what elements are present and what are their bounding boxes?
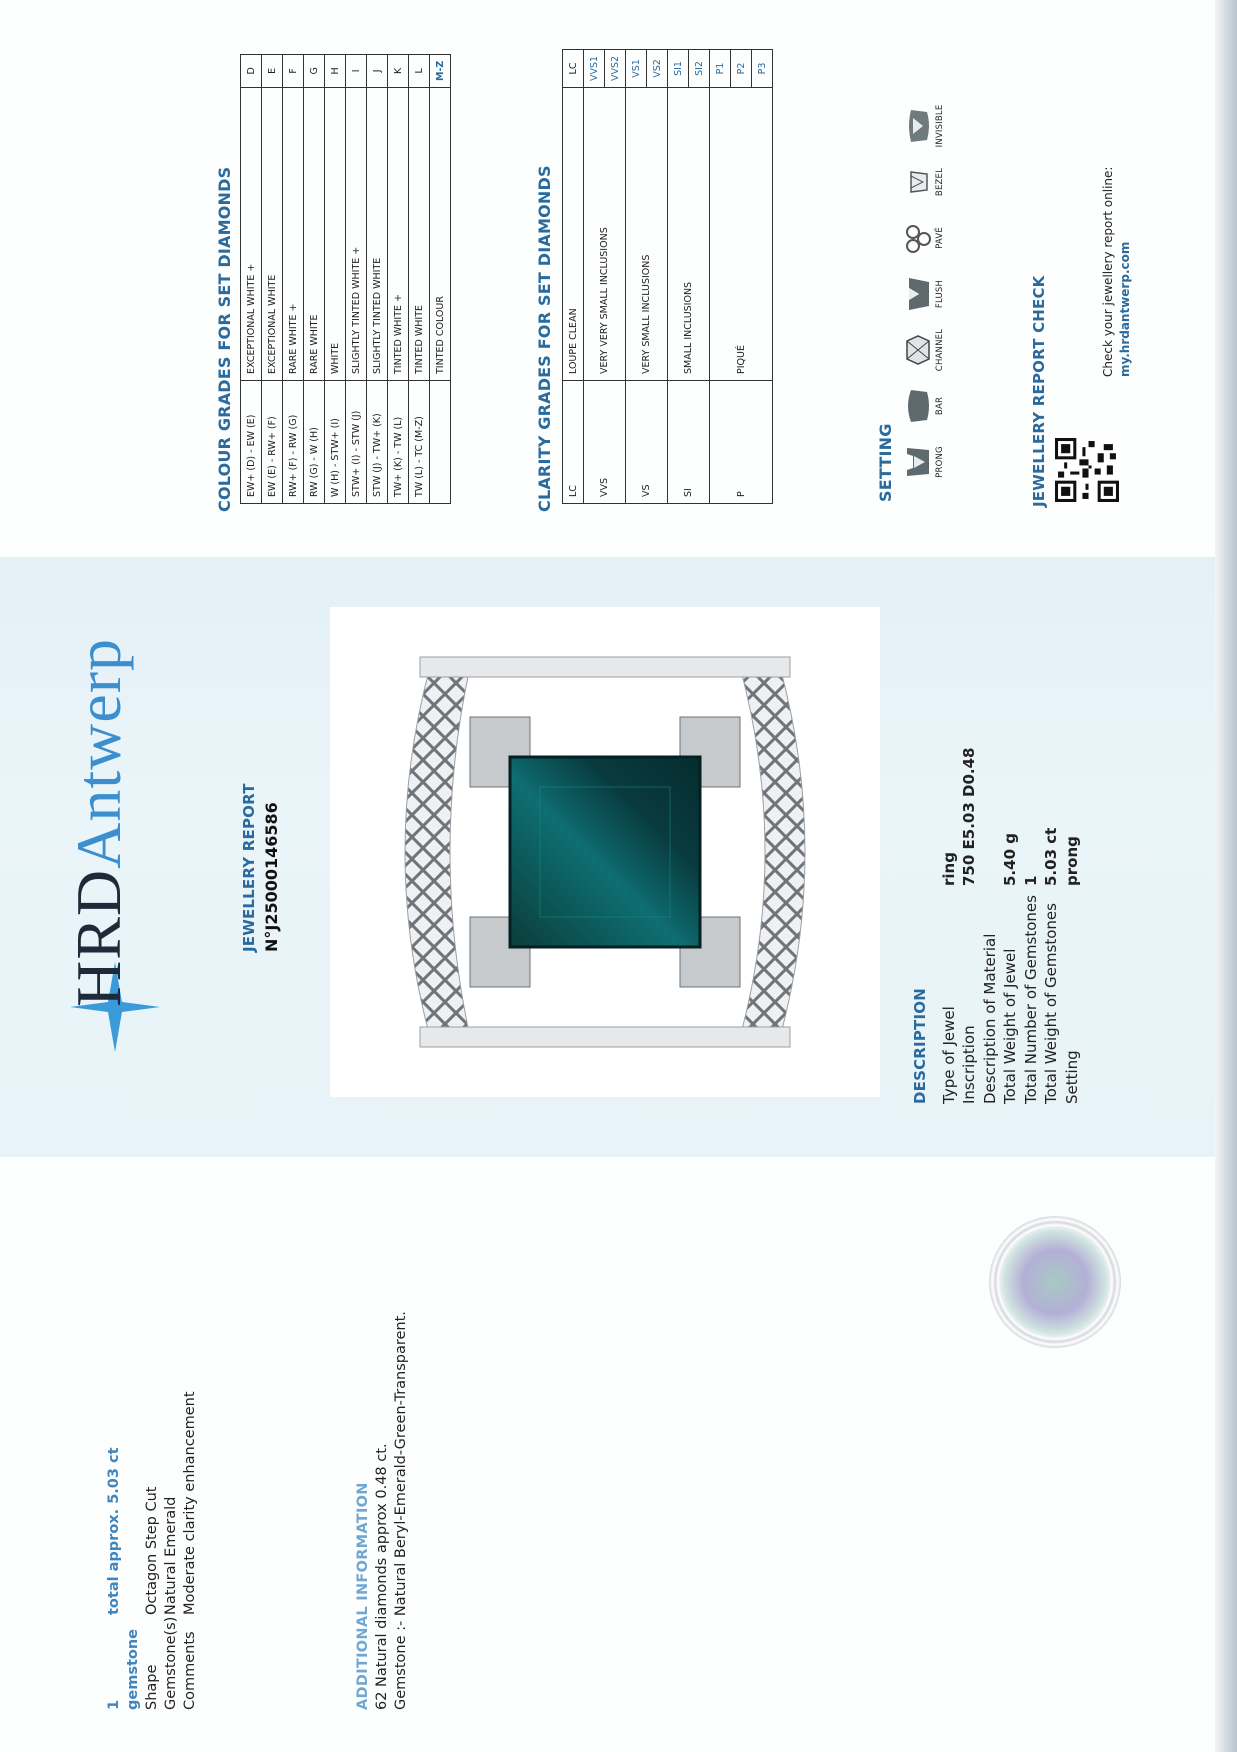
colour-grade: J <box>367 54 388 87</box>
setting-label: BAR <box>935 396 945 416</box>
clarity-grade: VVS1 <box>584 49 605 87</box>
gemstone-value: Octagon Step Cut <box>144 1486 160 1615</box>
colour-range: TW+ (K) - TW (L) <box>388 381 409 504</box>
colour-range: STW+ (I) - STW (J) <box>346 381 367 504</box>
colour-grade: K <box>388 54 409 87</box>
description-label: Total Number of Gemstones <box>1021 895 1040 1104</box>
setting-label: PRONG <box>935 446 945 478</box>
description-value: 5.03 ct <box>1042 827 1060 886</box>
logo-antwerp-text: Antwerp <box>63 637 134 869</box>
colour-grade: F <box>283 54 304 87</box>
gemstone-label: Shape <box>144 1664 160 1710</box>
colour-range: STW (J) - TW+ (K) <box>367 381 388 504</box>
colour-grades-table <box>240 54 451 504</box>
channel-setting-icon <box>905 332 931 368</box>
colour-range: RW (G) - W (H) <box>304 381 325 504</box>
additional-line: Gemstone :- Natural Beryl-Emerald-Green-Transparent. <box>393 1311 409 1710</box>
colour-range: EW (E) - RW+ (F) <box>262 381 283 504</box>
colour-row <box>325 54 346 503</box>
colour-grade: G <box>304 54 325 87</box>
description-label: Setting <box>1062 1050 1081 1104</box>
flush-setting-icon <box>905 276 931 312</box>
pave-setting-icon <box>905 220 931 256</box>
colour-range: W (H) - STW+ (I) <box>325 381 346 504</box>
description-value: 1 <box>1021 875 1040 886</box>
colour-range <box>430 381 451 504</box>
gemstone-label: Gemstone(s) <box>163 1616 179 1710</box>
description-label: Inscription <box>960 1025 978 1104</box>
clarity-desc: VERY SMALL INCLUSIONS <box>626 88 668 381</box>
additional-information-title: ADDITIONAL INFORMATION <box>355 1482 371 1710</box>
gemstone-value: Moderate clarity enhancement <box>182 1391 198 1615</box>
invisible-setting-icon <box>905 108 931 144</box>
description-value: 5.40 g <box>1001 833 1019 886</box>
setting-label: BEZEL <box>935 167 945 197</box>
setting-flush <box>905 266 945 322</box>
report-check-link[interactable]: my.hrdantwerp.com <box>1118 241 1132 377</box>
clarity-code: VVS <box>584 381 626 504</box>
emerald-ring-image <box>390 647 820 1057</box>
setting-bezel <box>905 154 945 210</box>
gemstone-label: Comments <box>182 1631 198 1710</box>
colour-row <box>346 54 367 503</box>
description-row <box>1062 748 1083 1104</box>
setting-pave <box>905 210 945 266</box>
clarity-grade: VS2 <box>647 49 668 87</box>
colour-row <box>388 54 409 503</box>
clarity-grades-title: CLARITY GRADES FOR SET DIAMONDS <box>535 165 554 512</box>
setting-label: FLUSH <box>935 279 945 309</box>
description-row <box>1000 748 1021 1104</box>
colour-row <box>241 54 262 503</box>
description-label: Type of Jewel <box>939 1006 958 1104</box>
colour-desc: SLIGHTLY TINTED WHITE + <box>346 88 367 381</box>
setting-bar <box>905 378 945 434</box>
bezel-setting-icon <box>905 164 931 200</box>
qr-code-icon[interactable] <box>1055 438 1119 502</box>
report-check-text: Check your jewellery report online: <box>1101 166 1115 377</box>
colour-grade: I <box>346 54 367 87</box>
report-title: JEWELLERY REPORT <box>240 783 258 952</box>
setting-channel <box>905 322 945 378</box>
report-check-title: JEWELLERY REPORT CHECK <box>1030 275 1048 507</box>
description-title: DESCRIPTION <box>911 988 929 1104</box>
description-label: Total Weight of Jewel <box>1001 948 1019 1104</box>
clarity-desc: LOUPE CLEAN <box>563 88 584 381</box>
report-number: N°J25000146586 <box>262 802 281 952</box>
description-row <box>1041 748 1062 1104</box>
colour-range: TW (L) - TC (M-Z) <box>409 381 430 504</box>
colour-range: RW+ (F) - RW (G) <box>283 381 304 504</box>
colour-row <box>409 54 430 503</box>
clarity-code: VS <box>626 381 668 504</box>
colour-desc: RARE WHITE + <box>283 88 304 381</box>
setting-invisible <box>905 98 945 154</box>
colour-grade: D <box>241 54 262 87</box>
report-check-info <box>1100 167 1134 377</box>
clarity-desc: PIQUÉ <box>710 88 773 381</box>
colour-desc: SLIGHTLY TINTED WHITE <box>367 88 388 381</box>
gemstone-info <box>105 1391 200 1710</box>
bar-setting-icon <box>905 388 931 424</box>
setting-label: INVISIBLE <box>935 104 945 148</box>
colour-row <box>430 54 451 503</box>
clarity-code: P <box>710 381 773 504</box>
clarity-grade: LC <box>563 49 584 87</box>
description-label: Total Weight of Gemstones <box>1042 903 1060 1104</box>
additional-information <box>354 1311 411 1710</box>
description-row <box>959 748 980 1104</box>
description-value: 750 E5.03 D0.48 <box>960 747 978 886</box>
colour-desc: TINTED WHITE + <box>388 88 409 381</box>
colour-desc: TINTED WHITE <box>409 88 430 381</box>
description-value: prong <box>1062 836 1081 886</box>
colour-desc: TINTED COLOUR <box>430 88 451 381</box>
colour-grade: L <box>409 54 430 87</box>
colour-desc: WHITE <box>325 88 346 381</box>
gemstone-row-type <box>162 1391 181 1710</box>
setting-title: SETTING <box>876 423 895 502</box>
colour-grades-title: COLOUR GRADES FOR SET DIAMONDS <box>215 166 234 512</box>
logo-hrd-text: HRD <box>63 868 134 1007</box>
jewel-photo <box>330 607 880 1097</box>
page-edge-shadow <box>1215 0 1237 1752</box>
gemstone-row-shape <box>143 1391 162 1710</box>
clarity-code: SI <box>668 381 710 504</box>
hrd-antwerp-logo <box>62 638 136 1007</box>
colour-row <box>367 54 388 503</box>
gemstone-row-comments <box>181 1391 200 1710</box>
colour-grade: H <box>325 54 346 87</box>
clarity-grade: SI2 <box>689 49 710 87</box>
setting-prong <box>905 434 945 490</box>
description-row <box>939 748 960 1104</box>
colour-desc: RARE WHITE <box>304 88 325 381</box>
gemstone-total-weight: total approx. 5.03 ct <box>106 1447 122 1615</box>
description-value: ring <box>939 852 958 886</box>
clarity-grade: VVS2 <box>605 49 626 87</box>
prong-setting-icon <box>905 444 931 480</box>
clarity-desc: SMALL INCLUSIONS <box>668 88 710 381</box>
gemstone-count: 1 gemstone <box>106 1628 141 1710</box>
clarity-grade: SI1 <box>668 49 689 87</box>
clarity-grade: P2 <box>731 49 752 87</box>
clarity-grade: VS1 <box>626 49 647 87</box>
setting-label: PAVÉ <box>935 227 945 249</box>
clarity-grade: P1 <box>710 49 731 87</box>
colour-row <box>262 54 283 503</box>
clarity-code: LC <box>563 381 584 504</box>
hologram-seal-icon <box>990 1217 1120 1347</box>
description-section <box>910 748 1082 1104</box>
gemstone-value: Natural Emerald <box>163 1496 179 1615</box>
colour-grade: E <box>262 54 283 87</box>
clarity-grade: P3 <box>752 49 773 87</box>
colour-row <box>304 54 325 503</box>
colour-desc: EXCEPTIONAL WHITE + <box>241 88 262 381</box>
colour-range: EW+ (D) - EW (E) <box>241 381 262 504</box>
description-row <box>980 748 1001 1104</box>
description-row <box>1021 748 1042 1104</box>
clarity-desc: VERY VERY SMALL INCLUSIONS <box>584 88 626 381</box>
colour-grade: M-Z <box>430 54 451 87</box>
setting-label: CHANNEL <box>935 328 945 372</box>
description-label: Description of Material <box>980 933 999 1104</box>
setting-icons <box>905 98 945 490</box>
clarity-grades-table <box>562 49 773 504</box>
colour-desc: EXCEPTIONAL WHITE <box>262 88 283 381</box>
colour-row <box>283 54 304 503</box>
additional-line: 62 Natural diamonds approx 0.48 ct. <box>374 1443 390 1710</box>
